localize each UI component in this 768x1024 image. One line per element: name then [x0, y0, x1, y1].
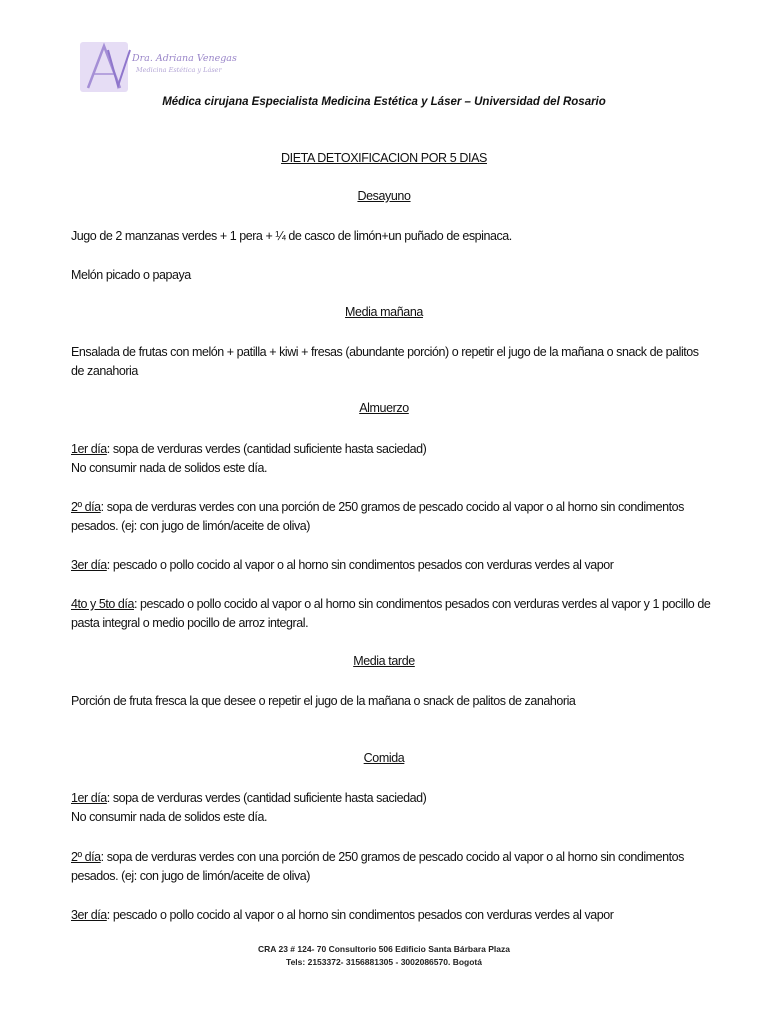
day-text: : sopa de verduras verdes (cantidad suficiente hasta saciedad) [106, 442, 427, 456]
desayuno-item-1: Jugo de 2 manzanas verdes + 1 pera + ¼ de casco de limón+un puñado de espinaca. [71, 229, 512, 243]
comida-day-2 [71, 848, 711, 886]
comida-day-1 [71, 789, 711, 827]
heading-desayuno: Desayuno [357, 189, 411, 203]
day-label: 3er día [71, 908, 107, 922]
footer-phones: Tels: 2153372- 3156881305 - 3002086570. Bogotá [286, 957, 482, 967]
almuerzo-day-1 [71, 440, 711, 478]
doctor-credentials: Médica cirujana Especialista Medicina Estética y Láser – Universidad del Rosario [162, 96, 606, 108]
logo-specialty: Medicina Estética y Láser [136, 66, 222, 74]
day-label: 1er día [71, 791, 107, 805]
desayuno-item-2: Melón picado o papaya [71, 268, 191, 282]
day-label: 1er día [71, 442, 107, 456]
heading-media-tarde: Media tarde [353, 654, 415, 668]
clinic-logo [78, 40, 248, 96]
day-text: : pescado o pollo cocido al vapor o al horno sin condimentos pesados con verduras verdes al vapor y 1 pocillo de pasta integral o medio pocillo de arroz integral. [71, 597, 711, 630]
day-label: 3er día [71, 558, 107, 572]
heading-almuerzo: Almuerzo [359, 401, 409, 415]
almuerzo-day-4-5 [71, 595, 711, 633]
almuerzo-day-3 [71, 556, 711, 575]
heading-comida: Comida [363, 751, 405, 765]
media-manana-item: Ensalada de frutas con melón + patilla + kiwi + fresas (abundante porción) o repetir el jugo de la mañana o snack de palitos de zanahoria [71, 345, 699, 378]
day-note: No consumir nada de solidos este día. [71, 461, 267, 475]
day-note: No consumir nada de solidos este día. [71, 810, 267, 824]
day-text: : pescado o pollo cocido al vapor o al horno sin condimentos pesados con verduras verdes al vapor [106, 558, 614, 572]
almuerzo-day-2 [71, 498, 711, 536]
heading-media-manana: Media mañana [345, 305, 423, 319]
day-label: 2º día [71, 500, 101, 514]
footer-address: CRA 23 # 124- 70 Consultorio 506 Edificio Santa Bárbara Plaza [258, 944, 510, 954]
day-text: : pescado o pollo cocido al vapor o al horno sin condimentos pesados con verduras verdes al vapor [106, 908, 614, 922]
day-text: : sopa de verduras verdes con una porción de 250 gramos de pescado cocido al vapor o al horno sin condimentos pesados. (ej: con jugo de limón/aceite de oliva) [71, 500, 684, 533]
comida-day-3 [71, 906, 711, 925]
av-monogram-logo-icon [78, 40, 132, 94]
document-title: DIETA DETOXIFICACION POR 5 DIAS [281, 151, 487, 165]
day-label: 4to y 5to día [71, 597, 134, 611]
day-text: : sopa de verduras verdes (cantidad suficiente hasta saciedad) [106, 791, 427, 805]
day-text: : sopa de verduras verdes con una porción de 250 gramos de pescado cocido al vapor o al horno sin condimentos pesados. (ej: con jugo de limón/aceite de oliva) [71, 850, 684, 883]
day-label: 2º día [71, 850, 101, 864]
media-tarde-item: Porción de fruta fresca la que desee o repetir el jugo de la mañana o snack de palitos de zanahoria [71, 694, 576, 708]
logo-doctor-name: Dra. Adriana Venegas [132, 53, 237, 64]
